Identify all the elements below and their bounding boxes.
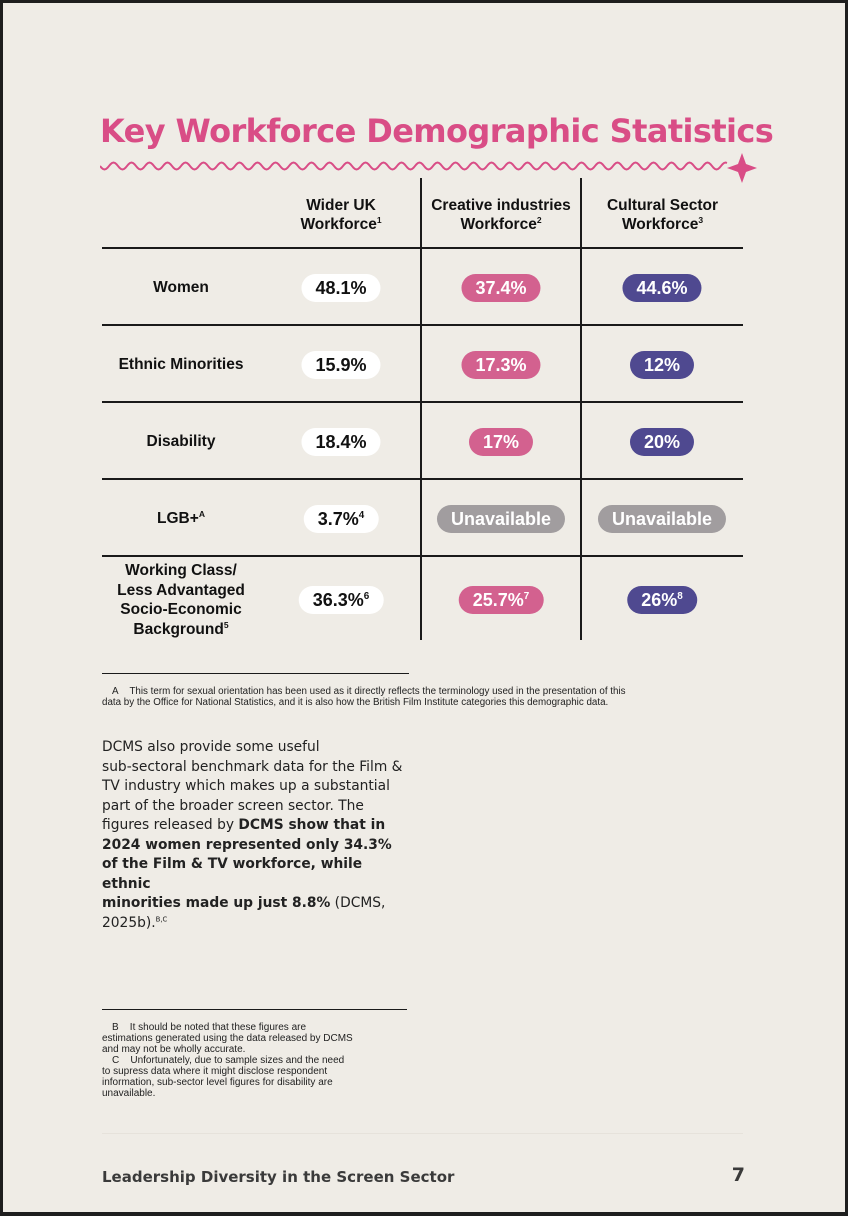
footer-title: Leadership Diversity in the Screen Sector bbox=[102, 1168, 455, 1186]
body-emphasis: of the Film & TV workforce, while ethnic bbox=[102, 856, 363, 892]
value-text: 15.9% bbox=[315, 355, 367, 375]
value-text: 36.3% bbox=[312, 590, 364, 610]
footnote-text: unavailable. bbox=[102, 1088, 156, 1099]
value-pill-unavailable bbox=[598, 505, 726, 533]
body-line: (DCMS, bbox=[330, 895, 386, 911]
body-line: DCMS also provide some useful bbox=[102, 739, 320, 755]
footnote-ref: 4 bbox=[358, 510, 365, 521]
footer-divider bbox=[102, 1133, 743, 1134]
column-header-line: Workforce bbox=[621, 216, 699, 233]
footnote-ref: 1 bbox=[376, 214, 382, 225]
value-text: 18.4% bbox=[315, 432, 367, 452]
row-label-text: Background bbox=[133, 620, 224, 638]
body-line: TV industry which makes up a substantial bbox=[102, 778, 390, 794]
value-pill-wider bbox=[299, 586, 384, 614]
value-text: 17% bbox=[482, 432, 520, 452]
row-label-working-class bbox=[102, 561, 260, 639]
body-paragraph bbox=[102, 738, 412, 933]
value-text: 25.7% bbox=[472, 590, 524, 610]
footnote-ref: 5 bbox=[223, 619, 229, 630]
footnote-text: estimations generated using the data released by DCMS bbox=[102, 1033, 353, 1044]
table-divider bbox=[102, 324, 743, 326]
table-divider bbox=[102, 555, 743, 557]
value-pill-wider bbox=[301, 351, 380, 379]
footnote-text: This term for sexual orientation has been used as it directly reflects the terminology used in the presentation of this bbox=[129, 686, 626, 697]
value-text: Unavailable bbox=[450, 509, 552, 529]
row-label-text: Disability bbox=[146, 433, 216, 450]
value-text: Unavailable bbox=[611, 509, 713, 529]
row-label-text: LGB+ bbox=[157, 510, 199, 527]
footnote-marker: C bbox=[112, 1055, 120, 1066]
column-header-line: Workforce bbox=[300, 216, 377, 233]
value-pill-unavailable bbox=[437, 505, 565, 533]
footnote-ref: A bbox=[198, 508, 205, 519]
row-label-women bbox=[102, 278, 260, 298]
body-line: sub-sectoral benchmark data for the Film & bbox=[102, 758, 403, 775]
value-pill-cultural bbox=[630, 428, 694, 456]
footnote-text: information, sub-sector level figures for disability are bbox=[102, 1077, 333, 1088]
table-divider bbox=[102, 247, 743, 249]
footnote-text: to supress data where it might disclose respondent bbox=[102, 1066, 328, 1077]
value-pill-cultural bbox=[630, 351, 694, 379]
body-line: 2025b). bbox=[102, 914, 156, 931]
row-label-text: Women bbox=[153, 279, 209, 296]
body-emphasis: 2024 women represented only 34.3% bbox=[102, 836, 392, 853]
value-pill-wider bbox=[301, 274, 380, 302]
value-pill-cultural bbox=[627, 586, 697, 614]
column-header-creative-industries bbox=[422, 196, 580, 234]
footnote-ref: B,C bbox=[155, 914, 168, 923]
footnotes-bc bbox=[102, 1022, 412, 1099]
body-emphasis: DCMS show that in bbox=[238, 817, 386, 833]
body-line: figures released by bbox=[102, 817, 239, 833]
page-number: 7 bbox=[731, 1164, 745, 1186]
row-label-text: Working Class/ bbox=[125, 562, 237, 579]
value-pill-creative bbox=[461, 351, 540, 379]
value-pill-cultural bbox=[622, 274, 701, 302]
value-text: 37.4% bbox=[475, 278, 527, 298]
row-label-ethnic-minorities bbox=[102, 355, 260, 375]
column-header-wider-uk bbox=[262, 196, 420, 234]
page-title: Key Workforce Demographic Statistics bbox=[100, 112, 774, 150]
value-text: 3.7% bbox=[317, 509, 359, 529]
footnote-ref: 3 bbox=[698, 214, 704, 225]
value-pill-creative bbox=[461, 274, 540, 302]
footnote-rule bbox=[102, 673, 409, 674]
footnote-marker: B bbox=[112, 1022, 119, 1033]
value-text: 17.3% bbox=[475, 355, 527, 375]
footnote-ref: 2 bbox=[536, 214, 542, 225]
footnote-text: and may not be wholly accurate. bbox=[102, 1044, 246, 1055]
value-pill-wider bbox=[301, 428, 380, 456]
footnote-ref: 8 bbox=[677, 591, 683, 602]
column-header-line: Creative industries bbox=[431, 197, 571, 214]
row-label-disability bbox=[102, 432, 260, 452]
column-header-cultural-sector bbox=[582, 196, 743, 234]
row-label-text: Less Advantaged bbox=[117, 581, 245, 599]
value-text: 12% bbox=[643, 355, 681, 375]
body-line: part of the broader screen sector. The bbox=[102, 797, 364, 814]
value-text: 20% bbox=[643, 432, 681, 452]
row-label-text: Socio-Economic bbox=[120, 601, 242, 618]
footnote-ref: 7 bbox=[523, 591, 530, 602]
footnote-text: data by the Office for National Statistics, and it is also how the British Film Institute categories this demographic data. bbox=[102, 697, 609, 708]
table-divider bbox=[102, 401, 743, 403]
footnote-rule bbox=[102, 1009, 407, 1010]
column-header-line: Wider UK bbox=[306, 197, 376, 214]
value-text: 44.6% bbox=[636, 278, 688, 298]
value-text: 48.1% bbox=[315, 278, 367, 298]
footnote-a bbox=[102, 686, 752, 708]
column-header-line: Cultural Sector bbox=[606, 197, 719, 214]
row-label-lgb bbox=[102, 509, 260, 529]
footnote-ref: 6 bbox=[363, 591, 370, 602]
column-header-line: Workforce bbox=[460, 216, 537, 233]
value-pill-creative bbox=[459, 586, 544, 614]
footnote-text: It should be noted that these figures are bbox=[129, 1022, 307, 1033]
footnote-marker: A bbox=[112, 686, 119, 697]
footnote-text: Unfortunately, due to sample sizes and the need bbox=[130, 1055, 345, 1066]
value-pill-wider bbox=[304, 505, 379, 533]
value-text: 26% bbox=[641, 590, 678, 610]
value-pill-creative bbox=[469, 428, 533, 456]
row-label-text: Ethnic Minorities bbox=[118, 356, 244, 373]
body-emphasis: minorities made up just 8.8% bbox=[102, 895, 331, 911]
table-divider bbox=[102, 478, 743, 480]
